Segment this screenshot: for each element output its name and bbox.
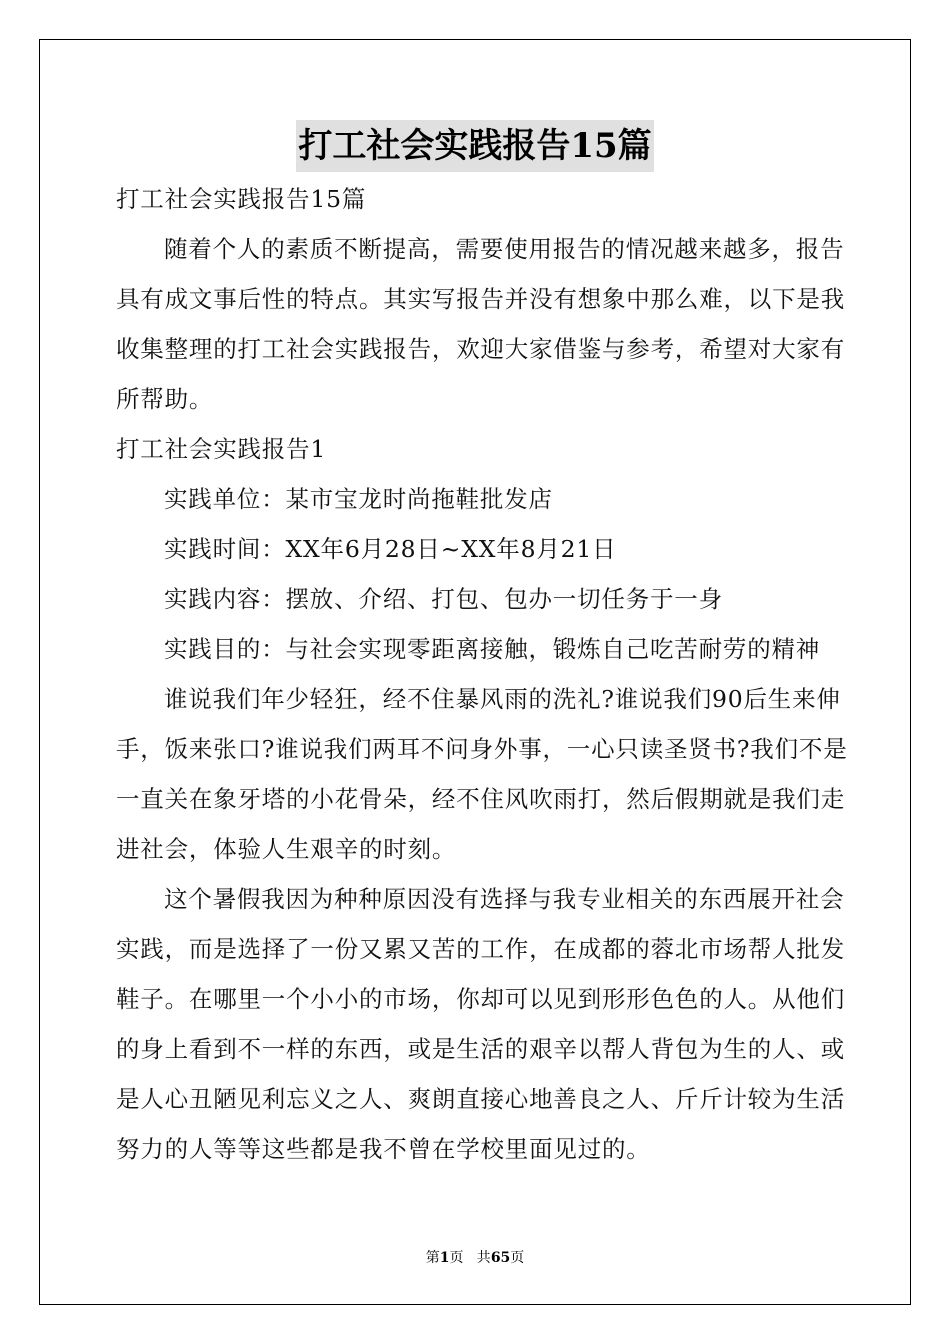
page-suffix: 页 — [510, 1250, 525, 1266]
detail-line: 实践目的：与社会实现零距离接触，锻炼自己吃苦耐劳的精神 — [164, 635, 821, 663]
detail-line: 实践内容：摆放、介绍、打包、包办一切任务于一身 — [164, 585, 723, 613]
paragraph-line: 这个暑假我因为种种原因没有选择与我专业相关的东西展开社会 — [164, 885, 845, 913]
paragraph-line: 实践，而是选择了一份又累又苦的工作，在成都的蓉北市场帮人批发 — [116, 935, 845, 963]
paragraph-line: 是人心丑陋见利忘义之人、爽朗直接心地善良之人、斤斤计较为生活 — [116, 1085, 845, 1113]
page-mid: 页 共 — [449, 1250, 491, 1266]
subtitle-line: 打工社会实践报告15篇 — [116, 185, 367, 213]
page-total-number: 65 — [490, 1250, 511, 1266]
page-footer — [0, 1247, 950, 1267]
document-title-wrap — [0, 120, 950, 172]
paragraph-line: 手，饭来张口?谁说我们两耳不问身外事，一心只读圣贤书?我们不是 — [116, 735, 848, 763]
detail-line: 实践单位：某市宝龙时尚拖鞋批发店 — [164, 485, 553, 513]
document-title: 打工社会实践报告15篇 — [296, 120, 653, 172]
paragraph-line: 鞋子。在哪里一个小小的市场，你却可以见到形形色色的人。从他们 — [116, 985, 845, 1013]
paragraph-line: 的身上看到不一样的东西，或是生活的艰辛以帮人背包为生的人、或 — [116, 1035, 845, 1063]
section-heading: 打工社会实践报告1 — [116, 435, 327, 463]
intro-line: 所帮助。 — [116, 385, 214, 413]
paragraph-line: 进社会，体验人生艰辛的时刻。 — [116, 835, 457, 863]
paragraph-line: 努力的人等等这些都是我不曾在学校里面见过的。 — [116, 1135, 651, 1163]
intro-line: 随着个人的素质不断提高，需要使用报告的情况越来越多，报告 — [164, 235, 845, 263]
paragraph-line: 谁说我们年少轻狂，经不住暴风雨的洗礼?谁说我们90后生来伸 — [164, 685, 841, 713]
page-prefix: 第 — [425, 1250, 440, 1266]
intro-line: 收集整理的打工社会实践报告，欢迎大家借鉴与参考，希望对大家有 — [116, 335, 845, 363]
page-current-number: 1 — [439, 1250, 450, 1266]
paragraph-line: 一直关在象牙塔的小花骨朵，经不住风吹雨打，然后假期就是我们走 — [116, 785, 845, 813]
intro-line: 具有成文事后性的特点。其实写报告并没有想象中那么难，以下是我 — [116, 285, 845, 313]
detail-line: 实践时间：XX年6月28日~XX年8月21日 — [164, 535, 617, 563]
